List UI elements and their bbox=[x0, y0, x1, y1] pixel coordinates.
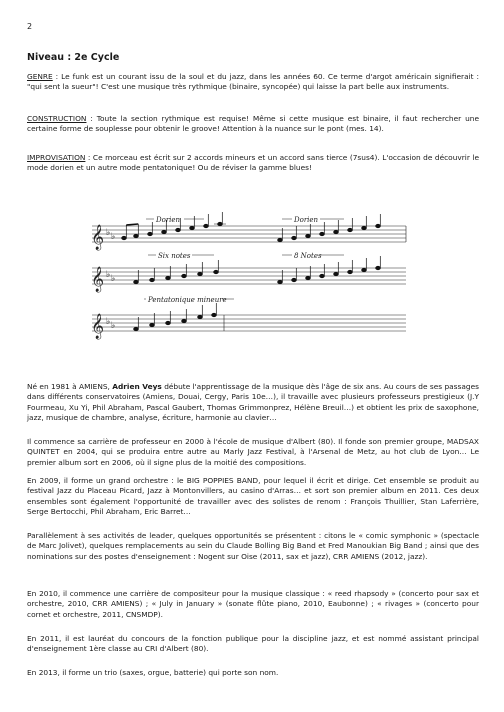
dorian-label: Dorien bbox=[156, 216, 181, 224]
bio-paragraph-4: Parallèlement à ses activités de leader, quelques opportunités se présentent : citons le « comic symphonic » (spectacle de Marc Jolivet), quelques remplacements au sein du Claude Bolling Big Band et Fred Manoukian Big Band ; ainsi que des nominations sur des postes d'enseignement : Nogent sur Oise (2011, sax et jazz), CRR AMIENS (2012, jazz). bbox=[27, 531, 479, 561]
improvisation-paragraph bbox=[27, 153, 479, 174]
page-number: 2 bbox=[27, 22, 33, 31]
bio-paragraph-7: En 2013, il forme un trio (saxes, orgue, batterie) qui porte son nom. bbox=[27, 668, 279, 677]
eight-notes-label: 8 Notes bbox=[294, 252, 322, 260]
six-notes-label: Six notes bbox=[158, 252, 191, 260]
svg-text:♭: ♭ bbox=[111, 274, 116, 284]
genre-text: : Le funk est un courant issu de la soul et du jazz, dans les années 60. Ce terme d'argot américain signifierait : "qui sent la sueur"! C'est une musique très rythmique (binaire, syncopée) qui laisse la part belle aux instruments. bbox=[27, 72, 479, 92]
svg-text:♭: ♭ bbox=[111, 321, 116, 331]
treble-clef-icon: 𝄞 bbox=[91, 225, 105, 250]
bio-text: débute l'apprentissage de la musique dès l'âge de six ans. Au cours de ses passages dans différents conservatoires (Amiens, Douai, Cergy, Paris 10e…), il travaille avec plusieurs professeurs prestigieux (J.Y Fourmeau, Xu Yi, Phil Abraham, Pascal Gaubert, Thomas Grimmonprez, Hélène Breuil…) et obtient les prix de saxophone, jazz, musique de chambre, analyse, écriture, harmonie au clavier… bbox=[27, 382, 479, 423]
svg-text:♭: ♭ bbox=[111, 232, 116, 242]
bio-paragraph-3: En 2009, il forme un grand orchestre : le BIG POPPIES BAND, pour lequel il écrit et dirige. Cet ensemble se produit au festival Jazz du Placeau Picard, Jazz à Montonvillers, au casino d'Arras… et sort son premier album en 2011. Ces deux ensembles sont également l'opportunité de travailler avec des solistes de renom : François Thuillier, Stan Laferrière, Serge Bertocchi, Phil Abraham, Eric Barret… bbox=[27, 476, 479, 517]
svg-text:♭: ♭ bbox=[106, 317, 111, 327]
treble-clef-icon: 𝄞 bbox=[91, 314, 105, 339]
bio-paragraph-5: En 2010, il commence une carrière de compositeur pour la musique classique : « reed rhapsody » (concerto pour sax et orchestre, 2010, CRR AMIENS) ; « July in January » (sonate flûte piano, 2010, Eaubonne) ; « rivages » (concerto pour cornet et orchestre, 2011, CNSMDP). bbox=[27, 589, 479, 619]
construction-text: : Toute la section rythmique est requise! Même si cette musique est binaire, il faut rechercher une certaine forme de souplesse pour obtenir le groove! Attention à la nuance sur le pont (mes. 14). bbox=[27, 114, 479, 134]
artist-name: Adrien Veys bbox=[112, 382, 162, 391]
improvisation-label: IMPROVISATION bbox=[27, 153, 86, 162]
construction-paragraph bbox=[27, 114, 479, 135]
construction-label: CONSTRUCTION bbox=[27, 114, 87, 123]
svg-text:♭: ♭ bbox=[106, 270, 111, 280]
bio-paragraph-6: En 2011, il est lauréat du concours de la fonction publique pour la discipline jazz, et est nommé assistant principal d'enseignement 1ère classe au CRI d'Albert (80). bbox=[27, 634, 479, 654]
genre-label: GENRE bbox=[27, 72, 53, 81]
genre-paragraph bbox=[27, 72, 479, 93]
music-score bbox=[84, 198, 414, 348]
bio-paragraph-2: Il commence sa carrière de professeur en 2000 à l'école de musique d'Albert (80). Il fonde son premier groupe, MADSAX QUINTET en 2004, qui se produira entre autre au Marly Jazz Festival, à l'Arsenal de Metz, au hot club de Lyon… Le premier album sort en 2006, où il signe plus de la moitié des compositions. bbox=[27, 437, 479, 467]
bio-paragraph-1 bbox=[27, 382, 479, 424]
svg-text:♭: ♭ bbox=[106, 228, 111, 238]
improvisation-text: : Ce morceau est écrit sur 2 accords mineurs et un accord sans tierce (7sus4). L'occasion de découvrir le mode dorien et un autre mode pentatonique! Ou de réviser la gamme blues! bbox=[27, 153, 479, 173]
treble-clef-icon: 𝄞 bbox=[91, 267, 105, 292]
pentatonic-label: Pentatonique mineure bbox=[148, 296, 227, 304]
bio-text: Né en 1981 à AMIENS, bbox=[27, 382, 113, 391]
level-heading: Niveau : 2e Cycle bbox=[27, 52, 120, 63]
dorian-label: Dorien bbox=[294, 216, 319, 224]
